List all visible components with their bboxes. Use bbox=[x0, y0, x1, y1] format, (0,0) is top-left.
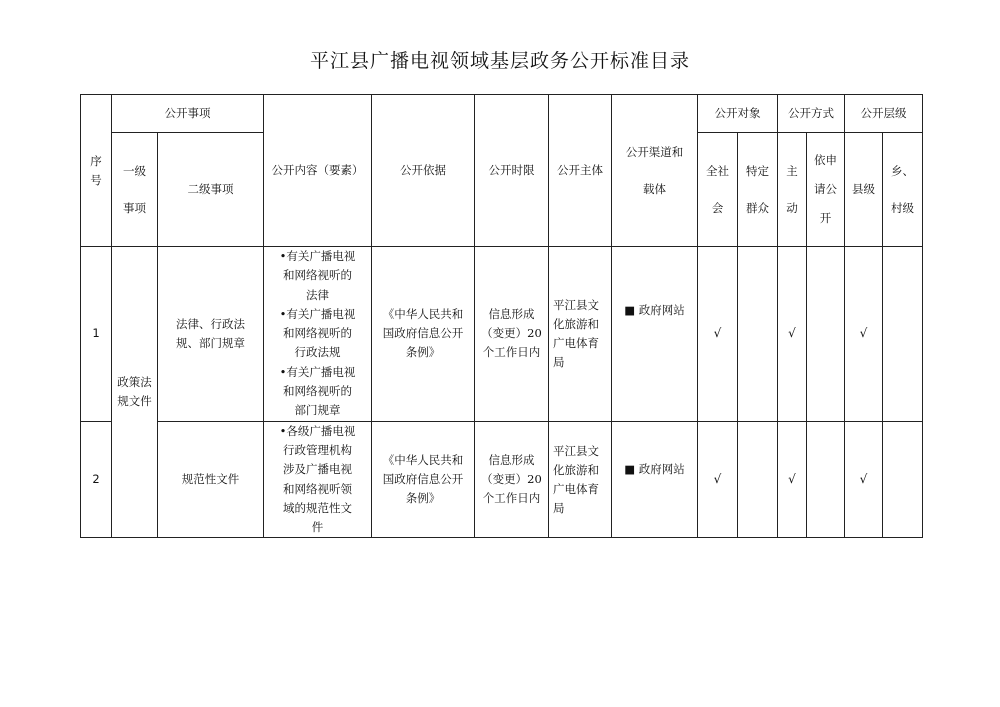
header-row-1 bbox=[81, 95, 923, 133]
header-matter-group: 公开事项 bbox=[112, 95, 264, 133]
header-level2: 二级事项 bbox=[158, 133, 264, 247]
channel-cell: ■ 政府网站 bbox=[612, 247, 698, 422]
content-cell bbox=[264, 247, 372, 422]
content-item: •有关广播电视和网络视听的法律 bbox=[279, 249, 356, 302]
header-seq: 序号 bbox=[81, 95, 112, 247]
table-row bbox=[81, 247, 923, 422]
header-target-specific: 特定群众 bbox=[738, 133, 778, 247]
level1-cell: 政策法规文件 bbox=[112, 247, 158, 538]
header-mode-group: 公开方式 bbox=[778, 95, 845, 133]
mode-apply-mark bbox=[807, 421, 845, 538]
header-level-group: 公开层级 bbox=[845, 95, 923, 133]
header-channel: 公开渠道和载体 bbox=[612, 95, 698, 247]
target-all-mark: √ bbox=[698, 247, 738, 422]
mode-active-mark: √ bbox=[778, 247, 807, 422]
level2-cell: 规范性文件 bbox=[158, 421, 264, 538]
content-item: •有关广播电视和网络视听的部门规章 bbox=[279, 364, 356, 418]
basis-cell: 《中华人民共和国政府信息公开条例》 bbox=[372, 421, 475, 538]
time-limit-cell: 信息形成（变更）20个工作日内 bbox=[475, 247, 549, 422]
header-level-county: 县级 bbox=[845, 133, 883, 247]
header-basis: 公开依据 bbox=[372, 95, 475, 247]
content-cell bbox=[264, 421, 372, 538]
header-target-group: 公开对象 bbox=[698, 95, 778, 133]
level-town-mark bbox=[883, 421, 923, 538]
row-seq: 2 bbox=[81, 421, 112, 538]
time-limit-cell: 信息形成（变更）20个工作日内 bbox=[475, 421, 549, 538]
mode-active-mark: √ bbox=[778, 421, 807, 538]
page-title: 平江县广播电视领域基层政务公开标准目录 bbox=[309, 50, 690, 72]
catalog-table bbox=[80, 94, 923, 538]
header-mode-active: 主动 bbox=[778, 133, 807, 247]
header-time-limit: 公开时限 bbox=[475, 95, 549, 247]
target-all-mark: √ bbox=[698, 421, 738, 538]
target-specific-mark bbox=[738, 247, 778, 422]
header-level-town: 乡、村级 bbox=[883, 133, 923, 247]
header-target-all: 全社会 bbox=[698, 133, 738, 247]
level2-cell: 法律、行政法规、部门规章 bbox=[158, 247, 264, 422]
row-seq: 1 bbox=[81, 247, 112, 422]
header-subject: 公开主体 bbox=[549, 95, 612, 247]
header-mode-apply: 依申请公开 bbox=[807, 133, 845, 247]
basis-cell: 《中华人民共和国政府信息公开条例》 bbox=[372, 247, 475, 422]
content-item: •有关广播电视和网络视听的行政法规 bbox=[279, 306, 356, 360]
level-county-mark: √ bbox=[845, 421, 883, 538]
level-county-mark: √ bbox=[845, 247, 883, 422]
table-row bbox=[81, 421, 923, 538]
subject-cell: 平江县文化旅游和广电体育局 bbox=[549, 421, 612, 538]
target-specific-mark bbox=[738, 421, 778, 538]
content-item: •各级广播电视行政管理机构涉及广播电视和网络视听领域的规范性文件 bbox=[279, 423, 356, 535]
channel-cell: ■ 政府网站 bbox=[612, 421, 698, 538]
header-content: 公开内容（要素） bbox=[264, 95, 372, 247]
level-town-mark bbox=[883, 247, 923, 422]
mode-apply-mark bbox=[807, 247, 845, 422]
subject-cell: 平江县文化旅游和广电体育局 bbox=[549, 247, 612, 422]
header-level1: 一级事项 bbox=[112, 133, 158, 247]
